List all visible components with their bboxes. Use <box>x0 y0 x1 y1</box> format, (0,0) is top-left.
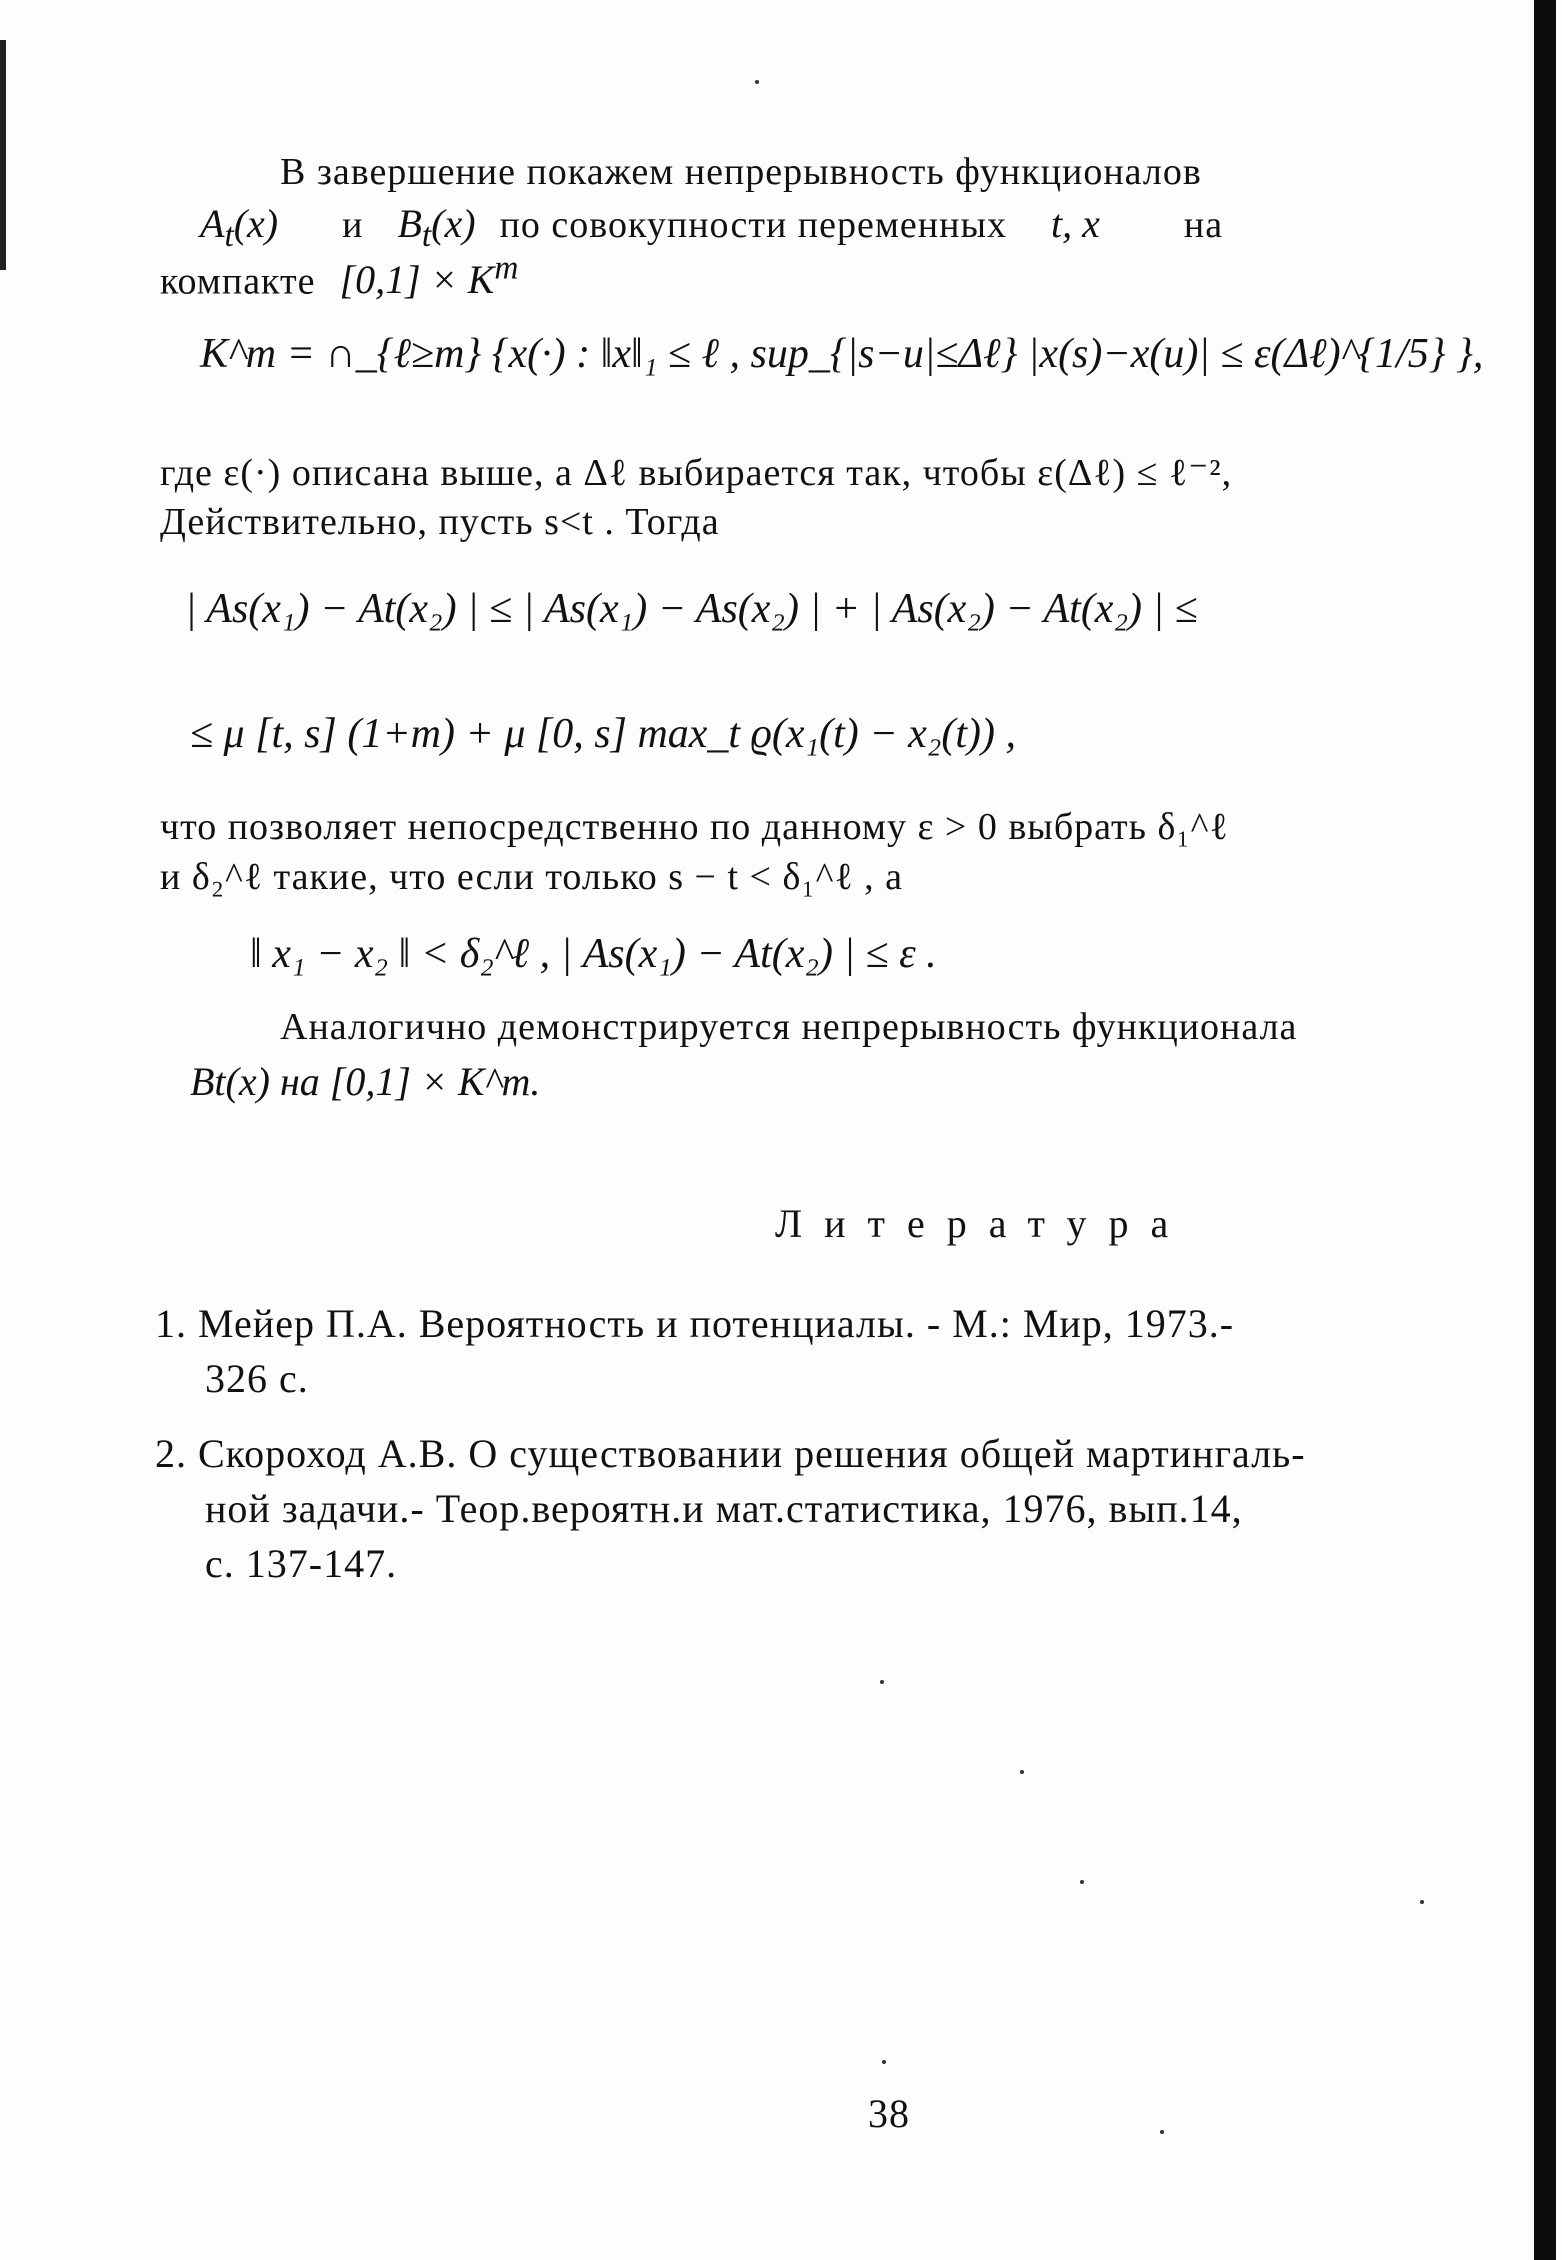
paragraph-3-line-1: что позволяет непосредственно по данному ε > 0 выбрать δ₁^ℓ <box>160 806 1229 848</box>
formula-inequality-2: ≤ μ [t, s] (1+m) + μ [0, s] max_t ϱ(x₁(t) − x₂(t)) , <box>190 711 1016 757</box>
paragraph-4-line-1: Аналогично демонстрируется непрерывность функционала <box>280 1006 1298 1048</box>
speck <box>1420 1900 1424 1904</box>
functional-b-symbol: $B_t(x)$ <box>397 201 476 254</box>
paragraph-4-line-2: Bt(x) на [0,1] × K^m. <box>190 1059 541 1104</box>
paragraph-1-line-3 <box>160 250 518 303</box>
reference-1-line-2: 326 с. <box>205 1356 309 1401</box>
formula-inequality-1: | As(x₁) − At(x₂) | ≤ | As(x₁) − As(x₂) | + | As(x₂) − At(x₂) | ≤ <box>185 586 1198 632</box>
formula-km: K^m = ∩_{ℓ≥m} {x(·) : ‖x‖₁ ≤ ℓ , sup_{|s−u|≤Δℓ} |x(s)−x(u)| ≤ ε(Δℓ)^{1/5} }, <box>200 331 1484 377</box>
paragraph-3-line-2: и δ₂^ℓ такие, что если только s − t < δ₁^ℓ , а <box>160 856 904 898</box>
variables-text: по совокупности переменных <box>499 204 1007 246</box>
conjunction-text: и <box>342 204 364 246</box>
functional-a-symbol: $A_t(x)$ <box>200 201 279 254</box>
reference-2-line-2: ной задачи.- Теор.вероятн.и мат.статистика, 1976, вып.14, <box>205 1486 1243 1531</box>
speck <box>1160 2130 1164 2134</box>
references-heading: Литература <box>775 1201 1191 1246</box>
paragraph-2-line-1: где ε(·) описана выше, а Δℓ выбирается так, чтобы ε(Δℓ) ≤ ℓ⁻², <box>160 452 1233 494</box>
compact-text: компакте <box>160 260 316 303</box>
speck <box>1020 1770 1024 1774</box>
reference-2-line-1: 2. Скороход А.В. О существовании решения общей мартингаль- <box>155 1431 1306 1476</box>
speck <box>1080 1880 1084 1884</box>
reference-1-line-1: 1. Мейер П.А. Вероятность и потенциалы. - М.: Мир, 1973.- <box>155 1301 1235 1346</box>
compact-symbol: $[0,1] \times K^m$ <box>339 250 519 303</box>
scan-edge-left <box>0 40 6 270</box>
paragraph-1-line-1: В завершение покажем непрерывность функционалов <box>280 151 1202 193</box>
paragraph-2-line-2: Действительно, пусть s<t . Тогда <box>160 501 720 543</box>
speck <box>880 1680 884 1684</box>
scan-edge-right <box>1534 0 1556 2260</box>
speck <box>882 2060 886 2064</box>
paragraph-1-line-2 <box>200 200 1223 255</box>
speck <box>755 80 759 84</box>
variables-symbol: t, x <box>1050 201 1100 246</box>
formula-inequality-3: ‖ x₁ − x₂ ‖ < δ₂^ℓ , | As(x₁) − At(x₂) | ≤ ε . <box>250 931 937 977</box>
page-number: 38 <box>868 2091 910 2136</box>
reference-2-line-3: с. 137-147. <box>205 1541 398 1586</box>
na-text: на <box>1183 204 1224 246</box>
